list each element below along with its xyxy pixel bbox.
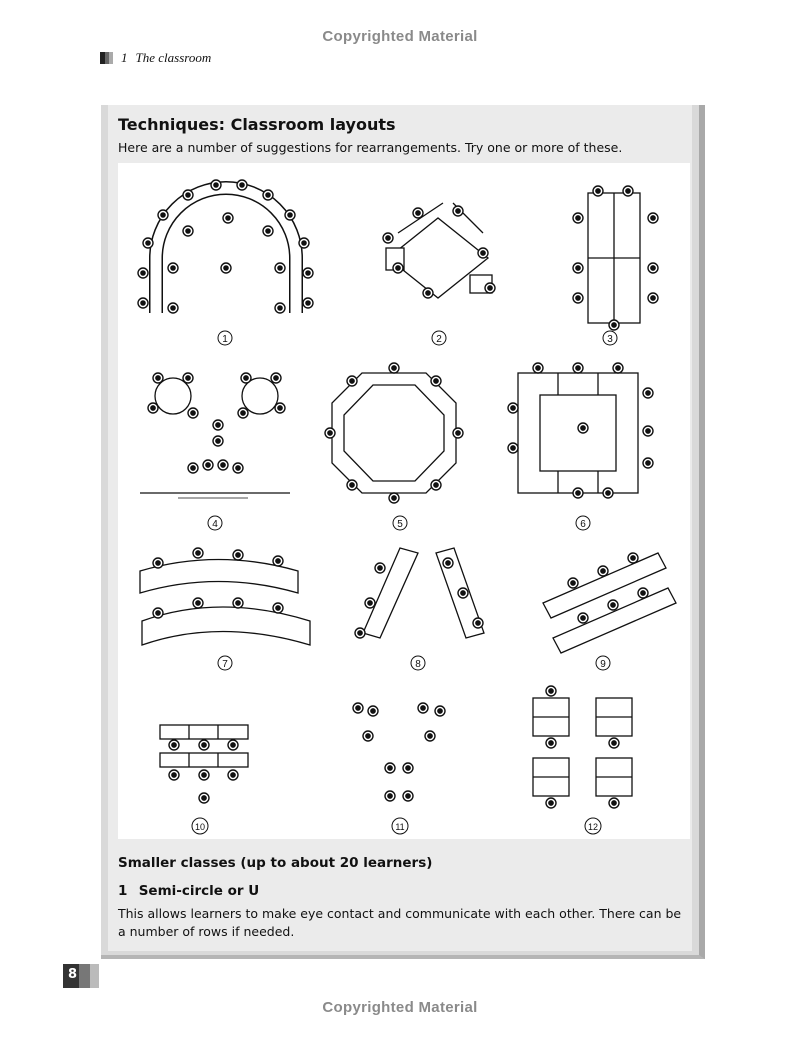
layout-5-octagon (325, 363, 463, 503)
item-number: 1 (118, 883, 128, 899)
layouts-illustration (118, 163, 690, 839)
layout-number-12 (585, 818, 601, 834)
layout-8-v-shape (355, 548, 484, 638)
classroom-layouts-figure (118, 163, 690, 839)
running-head (100, 50, 211, 66)
svg-text:10: 10 (194, 822, 206, 832)
chapter-number: 1 (121, 50, 128, 65)
layout-9-diagonal-rows (543, 553, 676, 653)
layout-number-5 (393, 516, 407, 530)
layout-number-10 (192, 818, 208, 834)
chapter-marker-icon (100, 52, 113, 64)
box-intro: Here are a number of suggestions for rearrangements. Try one or more of these. (118, 140, 623, 155)
layout-3-block (573, 186, 658, 330)
layout-2-angled-tables (383, 203, 495, 298)
svg-text:1: 1 (222, 334, 228, 345)
layout-number-3 (603, 331, 617, 345)
watermark-top: Copyrighted Material (322, 28, 478, 45)
svg-text:2: 2 (436, 334, 442, 345)
layout-4-round-tables (140, 373, 290, 498)
svg-text:6: 6 (580, 519, 586, 530)
layout-7-curved-rows (140, 548, 310, 645)
page-number: 8 (68, 967, 78, 982)
layout-10-rows (160, 725, 248, 803)
layout-6-hollow-square (508, 363, 653, 498)
watermark-bottom: Copyrighted Material (322, 999, 478, 1016)
svg-text:7: 7 (222, 659, 228, 670)
item-heading (118, 883, 259, 899)
chapter-title: The classroom (135, 50, 212, 65)
page-number-tab (63, 964, 99, 988)
layout-number-6 (576, 516, 590, 530)
svg-text:5: 5 (397, 519, 403, 530)
section-heading: Smaller classes (up to about 20 learners) (118, 855, 433, 871)
techniques-box (101, 105, 705, 959)
item-description: This allows learners to make eye contact and communicate with each other. There can be a number of rows if needed. (118, 906, 682, 939)
svg-text:8: 8 (415, 659, 421, 670)
layout-11-standing-groups (353, 703, 445, 801)
svg-text:11: 11 (395, 822, 405, 832)
layout-number-4 (208, 516, 222, 530)
layout-number-2 (432, 331, 446, 345)
layout-number-1 (218, 331, 232, 345)
layout-number-7 (218, 656, 232, 670)
layout-number-9 (596, 656, 610, 670)
item-title: Semi-circle or U (138, 883, 260, 899)
layout-1-u-shape (138, 180, 313, 313)
svg-text:12: 12 (587, 822, 599, 832)
techniques-box-inner (108, 105, 692, 951)
svg-text:4: 4 (212, 519, 218, 530)
box-title: Techniques: Classroom layouts (118, 115, 396, 134)
svg-text:9: 9 (600, 659, 606, 670)
layout-number-8 (411, 656, 425, 670)
layout-12-pairs (533, 686, 632, 808)
layout-number-11 (392, 818, 408, 834)
svg-text:3: 3 (607, 334, 613, 345)
